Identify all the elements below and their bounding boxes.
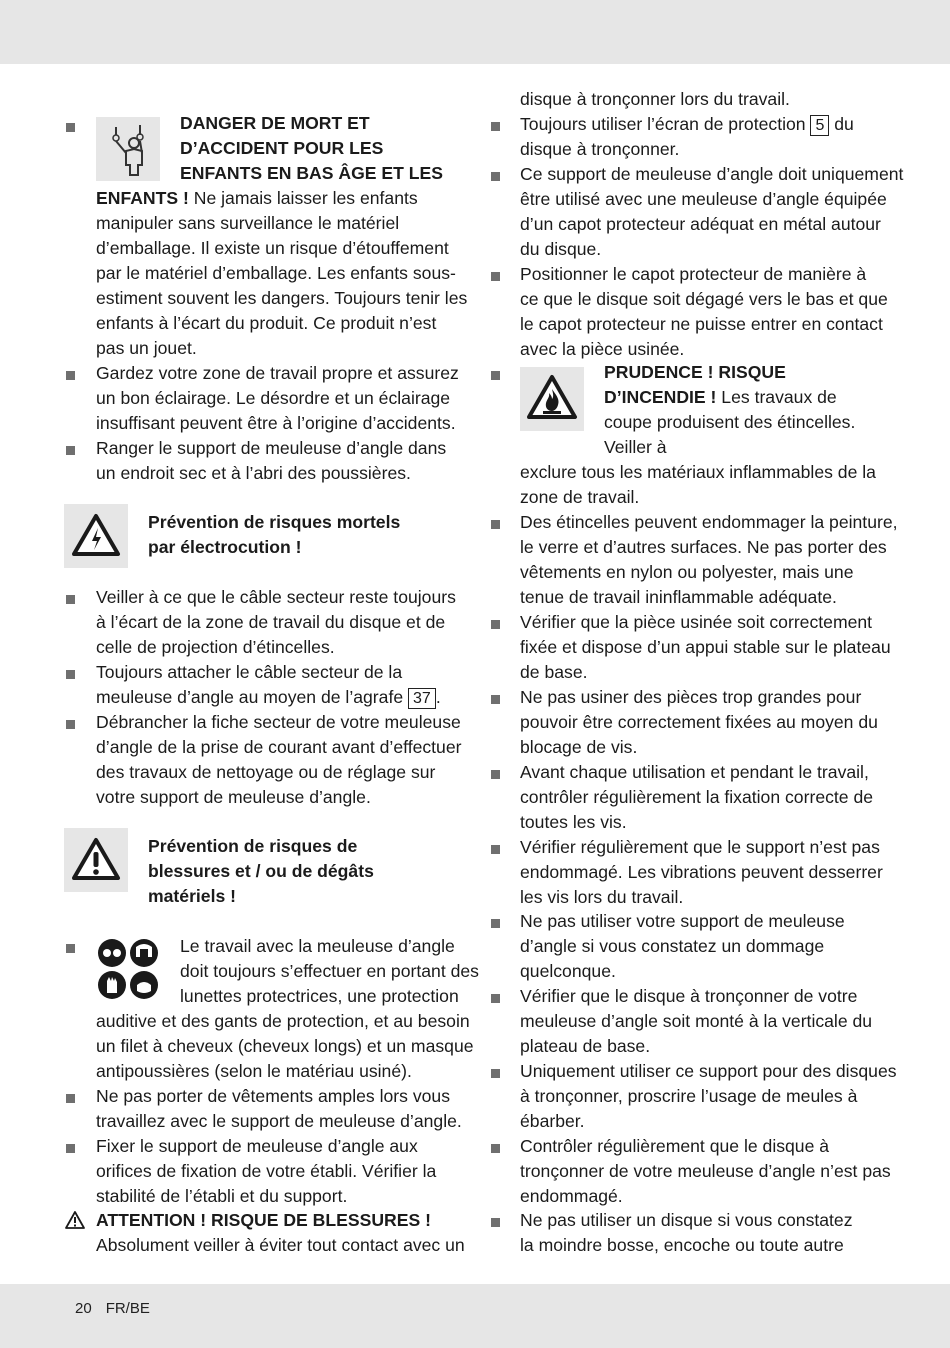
screen-2: disque à tronçonner. bbox=[520, 139, 680, 159]
ppe-2: doit toujours s’effectuer en portant des bbox=[180, 961, 479, 981]
fire-text-4: zone de travail. bbox=[520, 487, 640, 507]
checkdisc-2: tronçonner de votre meuleuse d’angle n’est pas bbox=[520, 1161, 891, 1181]
fire-text-3: exclure tous les matériaux inflammables de la bbox=[520, 462, 876, 482]
position-1: Positionner le capot protecteur de manière à bbox=[520, 264, 867, 284]
onlycut-2: à tronçonner, proscrire l’usage de meules à bbox=[520, 1086, 858, 1106]
onlycut-1: Uniquement utiliser ce support pour des disques bbox=[520, 1061, 897, 1081]
bullet bbox=[491, 1218, 500, 1227]
bullet bbox=[66, 1094, 75, 1103]
fix-1: Fixer le support de meuleuse d’angle aux bbox=[96, 1136, 418, 1156]
bullet bbox=[491, 620, 500, 629]
bullet bbox=[491, 520, 500, 529]
warning-small-icon bbox=[64, 1210, 86, 1230]
nouse-3: quelconque. bbox=[520, 961, 616, 981]
position-3: le capot protecteur ne puisse entrer en contact bbox=[520, 314, 883, 334]
bump-1: Ne pas utiliser un disque si vous constatez bbox=[520, 1210, 853, 1230]
cont-line: disque à tronçonner lors du travail. bbox=[520, 89, 790, 109]
bullet bbox=[66, 670, 75, 679]
guard-3: d’un capot protecteur adéquat en métal autour bbox=[520, 214, 881, 234]
bullet bbox=[66, 1144, 75, 1153]
electro-title-2: par électrocution ! bbox=[148, 537, 302, 557]
fire-text-0: Les travaux de bbox=[716, 387, 837, 407]
children-text-1: manipuler sans surveillance le matériel bbox=[96, 213, 400, 233]
large-3: blocage de vis. bbox=[520, 737, 638, 757]
warning-icon bbox=[64, 828, 128, 892]
bullet bbox=[491, 122, 500, 131]
injury-title-2: blessures et / ou de dégâts bbox=[148, 861, 374, 881]
workzone-1: Gardez votre zone de travail propre et assurez bbox=[96, 363, 459, 383]
fire-line-2 bbox=[604, 385, 837, 410]
ppe-6: antipoussières (selon le matériau usiné). bbox=[96, 1061, 412, 1081]
damage-3: les vis lors du travail. bbox=[520, 887, 684, 907]
electro-title-1: Prévention de risques mortels bbox=[148, 512, 401, 532]
clothes-2: travaillez avec le support de meuleuse d’angle. bbox=[96, 1111, 462, 1131]
vertical-1: Vérifier que le disque à tronçonner de votre bbox=[520, 986, 858, 1006]
vertical-2: meuleuse d’angle soit monté à la verticale du bbox=[520, 1011, 873, 1031]
children-title-2: D’ACCIDENT POUR LES bbox=[180, 138, 384, 158]
bullet bbox=[491, 770, 500, 779]
screen-1 bbox=[520, 112, 854, 137]
screws-3: toutes les vis. bbox=[520, 812, 627, 832]
fire-text-1: coupe produisent des étincelles. bbox=[604, 412, 856, 432]
ppe-4: auditive et des gants de protection, et au besoin bbox=[96, 1011, 470, 1031]
sparks-1: Des étincelles peuvent endommager la peinture, bbox=[520, 512, 898, 532]
bullet bbox=[66, 720, 75, 729]
unplug-4: votre support de meuleuse d’angle. bbox=[96, 787, 371, 807]
checkdisc-1: Contrôler régulièrement que le disque à bbox=[520, 1136, 830, 1156]
workpiece-3: de base. bbox=[520, 662, 588, 682]
bullet bbox=[66, 123, 75, 132]
children-text-4: estiment souvent les dangers. Toujours tenir les bbox=[96, 288, 468, 308]
ppe-icons bbox=[96, 937, 160, 1001]
sparks-2: le verre et d’autres surfaces. Ne pas porter des bbox=[520, 537, 887, 557]
bullet bbox=[491, 371, 500, 380]
header-band bbox=[0, 0, 950, 64]
cable2-2 bbox=[96, 685, 441, 710]
bullet bbox=[66, 371, 75, 380]
fix-2: orifices de fixation de votre établi. Vérifier la bbox=[96, 1161, 437, 1181]
children-title-4: ENFANTS ! bbox=[96, 188, 189, 208]
workpiece-1: Vérifier que la pièce usinée soit correctement bbox=[520, 612, 873, 632]
bullet bbox=[491, 1144, 500, 1153]
unplug-1: Débrancher la fiche secteur de votre meuleuse bbox=[96, 712, 461, 732]
workzone-2: un bon éclairage. Le désordre et un éclairage bbox=[96, 388, 451, 408]
cable2-1: Toujours attacher le câble secteur de la bbox=[96, 662, 403, 682]
damage-2: endommagé. Les vibrations peuvent desserrer bbox=[520, 862, 883, 882]
bullet bbox=[491, 172, 500, 181]
ppe-5: un filet à cheveux (cheveux longs) et un masque bbox=[96, 1036, 474, 1056]
page-number: 20 bbox=[75, 1300, 92, 1317]
injury-title-3: matériels ! bbox=[148, 886, 237, 906]
children-title-1: DANGER DE MORT ET bbox=[180, 113, 370, 133]
unplug-3: des travaux de nettoyage ou de réglage sur bbox=[96, 762, 436, 782]
guard-4: du disque. bbox=[520, 239, 602, 259]
cable1-3: celle de projection d’étincelles. bbox=[96, 637, 335, 657]
children-text-3: par le matériel d’emballage. Les enfants sous- bbox=[96, 263, 456, 283]
children-text-2: d’emballage. Il existe un risque d’étouffement bbox=[96, 238, 449, 258]
checkdisc-3: endommagé. bbox=[520, 1186, 623, 1206]
clothes-1: Ne pas porter de vêtements amples lors vous bbox=[96, 1086, 450, 1106]
nouse-2: d’angle si vous constatez un dommage bbox=[520, 936, 825, 956]
vertical-3: plateau de base. bbox=[520, 1036, 651, 1056]
bullet bbox=[66, 944, 75, 953]
bullet bbox=[491, 695, 500, 704]
position-4: avec la pièce usinée. bbox=[520, 339, 685, 359]
screws-2: contrôler régulièrement la fixation correcte de bbox=[520, 787, 874, 807]
electric-hazard-icon bbox=[64, 504, 128, 568]
nouse-1: Ne pas utiliser votre support de meuleuse bbox=[520, 911, 845, 931]
store-2: un endroit sec et à l’abri des poussières. bbox=[96, 463, 411, 483]
cable1-2: à l’écart de la zone de travail du disque et de bbox=[96, 612, 446, 632]
children-text-0: Ne jamais laisser les enfants bbox=[188, 188, 418, 208]
child-danger-icon bbox=[96, 117, 160, 181]
children-title-3: ENFANTS EN BAS ÂGE ET LES bbox=[180, 163, 443, 183]
ppe-1: Le travail avec la meuleuse d’angle bbox=[180, 936, 455, 956]
bullet bbox=[66, 446, 75, 455]
fire-title-1: PRUDENCE ! RISQUE bbox=[604, 362, 786, 382]
damage-1: Vérifier régulièrement que le support n’est pas bbox=[520, 837, 880, 857]
bump-2: la moindre bosse, encoche ou toute autre bbox=[520, 1235, 844, 1255]
bullet bbox=[66, 595, 75, 604]
guard-2: être utilisé avec une meuleuse d’angle équipée bbox=[520, 189, 887, 209]
position-2: ce que le disque soit dégagé vers le bas et que bbox=[520, 289, 888, 309]
bullet bbox=[491, 1069, 500, 1078]
attention-text: Absolument veiller à éviter tout contact avec un bbox=[96, 1235, 465, 1255]
fix-3: stabilité de l’établi et du support. bbox=[96, 1186, 348, 1206]
children-line-1 bbox=[96, 186, 418, 211]
screen-text: Toujours utiliser l’écran de protection bbox=[520, 114, 811, 134]
fire-text-2: Veiller à bbox=[604, 437, 667, 457]
workzone-3: insuffisant peuvent être à l’origine d’accidents. bbox=[96, 413, 456, 433]
part-ref-37: 37 bbox=[408, 688, 436, 709]
screen-text-end: du bbox=[829, 114, 854, 134]
part-ref-5: 5 bbox=[810, 115, 829, 136]
footer bbox=[75, 1300, 164, 1317]
bullet bbox=[491, 919, 500, 928]
bullet bbox=[491, 272, 500, 281]
cable2-end: . bbox=[435, 687, 441, 707]
unplug-2: d’angle de la prise de courant avant d’effectuer bbox=[96, 737, 462, 757]
sparks-3: vêtements en nylon ou polyester, mais une bbox=[520, 562, 854, 582]
attention-title: ATTENTION ! RISQUE DE BLESSURES ! bbox=[96, 1210, 431, 1230]
injury-title-1: Prévention de risques de bbox=[148, 836, 358, 856]
cable1-1: Veiller à ce que le câble secteur reste toujours bbox=[96, 587, 456, 607]
fire-hazard-icon bbox=[520, 367, 584, 431]
large-2: pouvoir être correctement fixées au moyen du bbox=[520, 712, 878, 732]
fire-title-2: D’INCENDIE ! bbox=[604, 387, 717, 407]
guard-1: Ce support de meuleuse d’angle doit uniquement bbox=[520, 164, 904, 184]
children-text-5: enfants à l’écart du produit. Ce produit n’est bbox=[96, 313, 437, 333]
cable2-text: meuleuse d’angle au moyen de l’agrafe bbox=[96, 687, 409, 707]
large-1: Ne pas usiner des pièces trop grandes pour bbox=[520, 687, 862, 707]
workpiece-2: fixée et dispose d’un appui stable sur le plateau bbox=[520, 637, 891, 657]
onlycut-3: ébarber. bbox=[520, 1111, 585, 1131]
bullet bbox=[491, 845, 500, 854]
store-1: Ranger le support de meuleuse d’angle dans bbox=[96, 438, 447, 458]
bullet bbox=[491, 994, 500, 1003]
ppe-3: lunettes protectrices, une protection bbox=[180, 986, 459, 1006]
language-code: FR/BE bbox=[105, 1300, 150, 1317]
sparks-4: tenue de travail ininflammable adéquate. bbox=[520, 587, 837, 607]
children-text-6: pas un jouet. bbox=[96, 338, 197, 358]
screws-1: Avant chaque utilisation et pendant le travail, bbox=[520, 762, 869, 782]
